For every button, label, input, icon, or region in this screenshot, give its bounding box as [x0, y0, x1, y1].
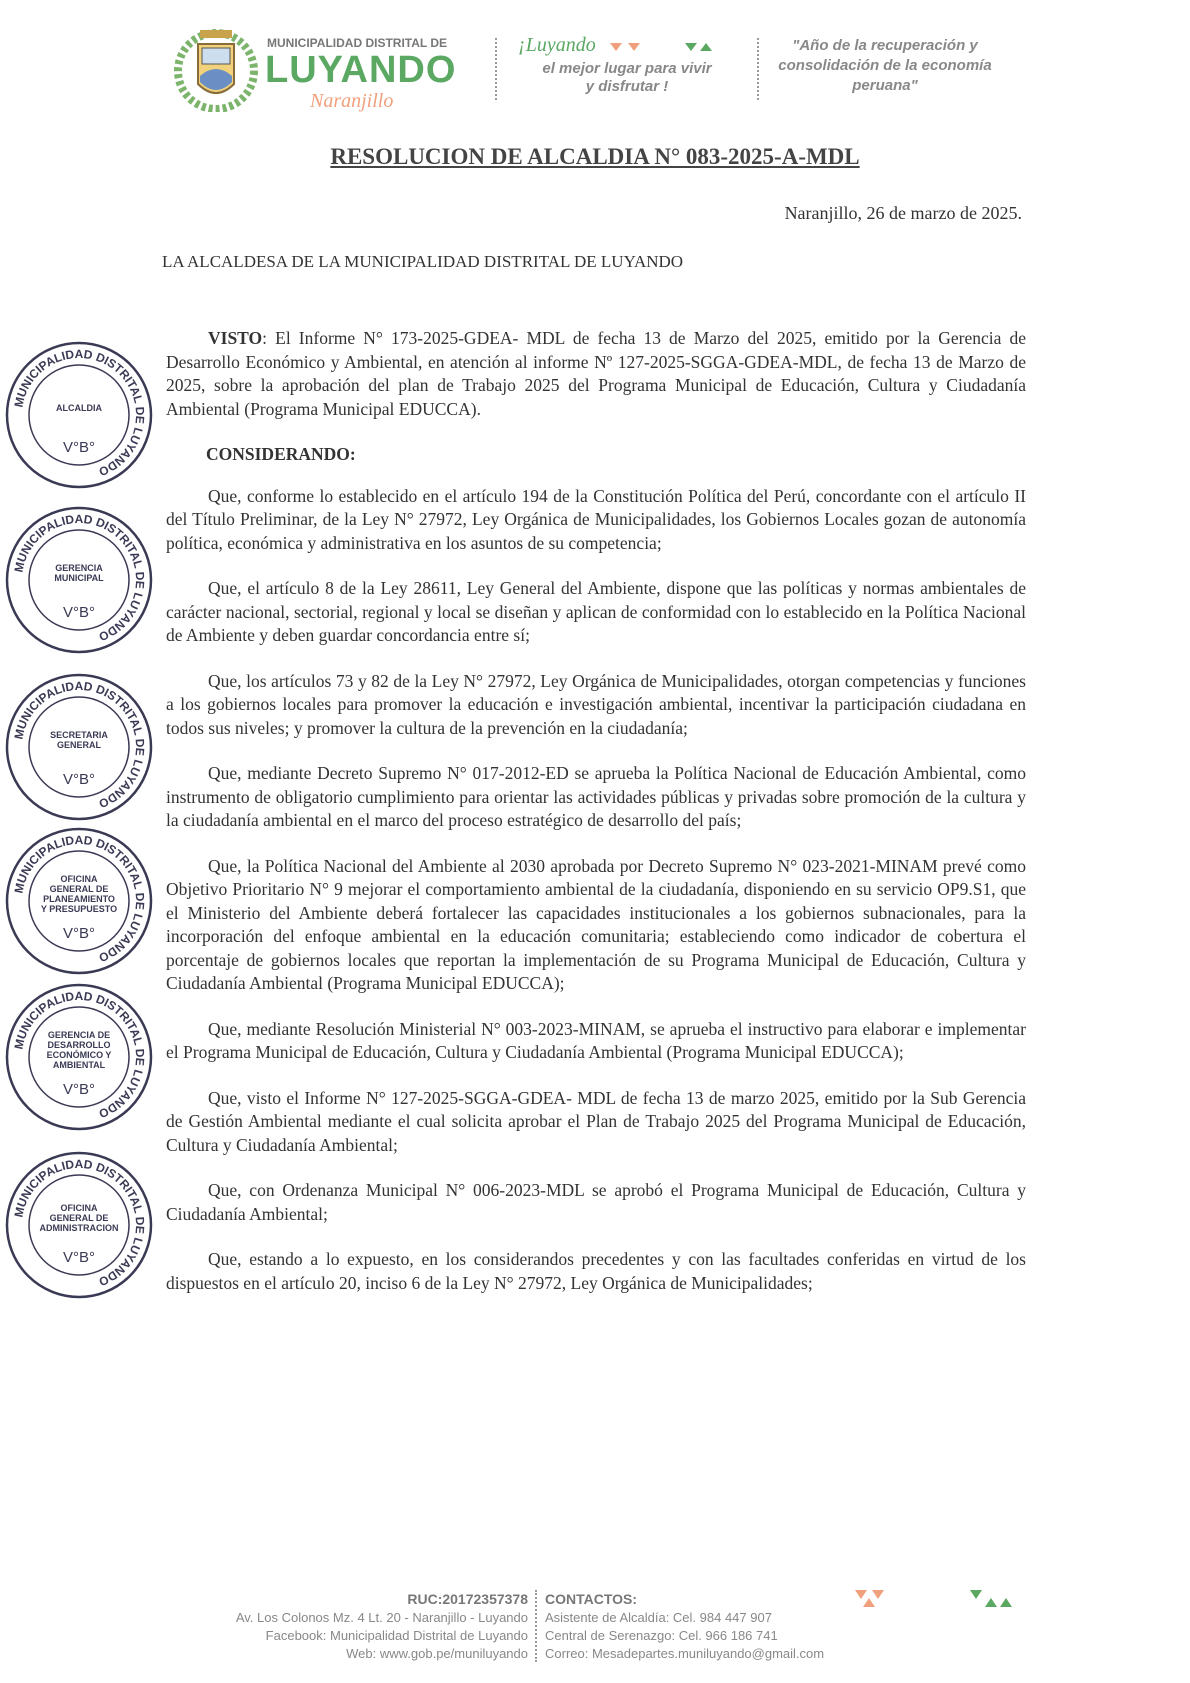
year-motto: "Año de la recuperación y consolidación de la economía peruana"	[778, 37, 992, 94]
svg-text:V°B°: V°B°	[62, 1249, 96, 1266]
considerando-paragraph: Que, conforme lo establecido en el artículo 194 de la Constitución Política del Perú, concordante con el artículo II del Título Preliminar, de la Ley N° 27972, Ley Orgánica de Municipalidades, los Gobiernos Locales gozan de autonomía política, económica y administrativa en los asuntos de su competencia;	[166, 485, 1026, 553]
svg-text:MUNICIPALIDAD DISTRITAL DE LUY: MUNICIPALIDAD DISTRITAL DE LUYANDO	[11, 346, 148, 480]
svg-text:OFICINAGENERAL DEADMINISTRACIO: OFICINA GENERAL DE ADMINISTRACION	[39, 1203, 119, 1233]
svg-text:MUNICIPALIDAD DISTRITAL DE LUY: MUNICIPALIDAD DISTRITAL DE LUYANDO	[11, 678, 148, 812]
decor-triangle-icon	[628, 43, 640, 51]
considerando-paragraph: Que, la Política Nacional del Ambiente al 2030 aprobada por Decreto Supremo N° 023-2021-MINAM prevé como Objetivo Prioritario N° 9 mejorar el comportamiento ambiental de la ciudadanía, disponiendo en su servicio OP9.S1, que el Ministerio del Ambiente deberá fortalecer las capacidades institucionales a los gobiernos subnacionales, para la incorporación del enfoque ambiental en la educación comunitaria; estableciendo como indicador de cobertura el porcentaje de gobiernos locales que reportan la implementación de su Programa Municipal de Educación, Cultura y Ciudadanía Ambiental (Programa Municipal EDUCCA);	[166, 855, 1026, 993]
svg-text:ALCALDIA: ALCALDIA	[56, 403, 102, 413]
visto-text: : El Informe N° 173-2025-GDEA- MDL de fecha 13 de Marzo del 2025, emitido por la Gerencia de Desarrollo Económico y Ambiental, en atención al informe Nº 127-2025-SGGA-GDEA-MDL, de fecha 13 de Marzo de 2025, sobre la aprobación del plan de Trabajo 2025 del Programa Municipal de Educación, Cultura y Ciudadanía Ambiental (Programa Municipal EDUCCA).	[166, 328, 1026, 419]
svg-text:MUNICIPALIDAD DISTRITAL DE LUY: MUNICIPALIDAD DISTRITAL DE LUYANDO	[11, 1156, 148, 1290]
svg-text:V°B°: V°B°	[62, 604, 96, 621]
decor-triangle-icon	[610, 43, 622, 51]
footer-contact: Central de Serenazgo: Cel. 966 186 741	[545, 1628, 778, 1643]
considerando-paragraph: Que, mediante Decreto Supremo N° 017-2012-ED se aprueba la Política Nacional de Educación Ambiental, como instrumento de obligatorio cumplimiento para orientar las actividades públicas y privadas sobre promoción de la cultura y la ciudadanía ambiental en el marco del proceso estratégico de desarrollo del país;	[166, 763, 1026, 830]
considerando-paragraph: Que, estando a lo expuesto, en los considerandos precedentes y con las facultades conferidas en virtud de los dispuestos en el artículo 20, inciso 6 de la Ley N° 27972, Ley Orgánica de Municipalidades;	[166, 1249, 1026, 1293]
footer-facebook: Facebook: Municipalidad Distrital de Luyando	[265, 1628, 528, 1643]
footer-address-block	[236, 1590, 528, 1663]
approval-stamp	[4, 826, 154, 976]
header-divider	[495, 38, 497, 100]
considerando-paragraph: Que, con Ordenanza Municipal N° 006-2023-MDL se aprobó el Programa Municipal de Educación, Cultura y Ciudadanía Ambiental;	[166, 1180, 1026, 1224]
svg-text:SECRETARIAGENERAL: SECRETARIA GENERAL	[50, 730, 108, 750]
approval-stamp	[4, 672, 154, 822]
svg-text:MUNICIPALIDAD DISTRITAL DE LUY: MUNICIPALIDAD DISTRITAL DE LUYANDO	[11, 511, 148, 645]
footer-ruc: RUC:20172357378	[407, 1591, 528, 1607]
visto-paragraph	[166, 327, 1026, 421]
resolution-title: RESOLUCION DE ALCALDIA N° 083-2025-A-MDL	[330, 144, 860, 169]
footer-address: Av. Los Colonos Mz. 4 Lt. 20 - Naranjillo - Luyando	[235, 1610, 528, 1625]
approval-stamp	[4, 1150, 154, 1300]
considerando-paragraph: Que, los artículos 73 y 82 de la Ley N° 27972, Ley Orgánica de Municipalidades, otorgan competencias y funciones a los gobiernos locales para promover la educación e investigación ambiental, incentivar la participación ciudadana en todos sus niveles; y promover la cultura de la prevención en la ciudadanía;	[166, 670, 1026, 738]
svg-text:MUNICIPALIDAD DISTRITAL DE LUY: MUNICIPALIDAD DISTRITAL DE LUYANDO	[11, 832, 148, 966]
footer-contacts-block	[545, 1590, 824, 1663]
considerando-paragraph: Que, visto el Informe N° 127-2025-SGGA-GDEA- MDL de fecha 13 de marzo 2025, emitido por la Sub Gerencia de Gestión Ambiental mediante el cual solicita aprobar el Plan de Trabajo 2025 del Programa Municipal de Educación, Cultura y Ciudadanía Ambiental;	[166, 1087, 1026, 1155]
decor-triangle-icon	[970, 1590, 982, 1599]
considerando-paragraph: Que, mediante Resolución Ministerial N° 003-2023-MINAM, se aprueba el instructivo para elaborar e implementar el Programa Municipal de Educación, Cultura y Ciudadanía Ambiental (Programa Municipal EDUCCA);	[166, 1018, 1026, 1062]
svg-text:V°B°: V°B°	[62, 1081, 96, 1098]
decor-triangle-icon	[700, 43, 712, 51]
municipality-label: MUNICIPALIDAD DISTRITAL DE	[267, 36, 447, 50]
slogan-brand: ¡Luyando	[518, 34, 596, 56]
approval-stamp	[4, 505, 154, 655]
svg-text:V°B°: V°B°	[62, 439, 96, 456]
considerando-heading: CONSIDERANDO:	[206, 444, 356, 464]
document-body	[166, 327, 1026, 1317]
municipality-name: LUYANDO	[265, 49, 457, 91]
svg-text:GERENCIA DEDESARROLLOECONÓMICO: GERENCIA DE DESARROLLO ECONÓMICO Y AMBIENTAL	[46, 1030, 112, 1070]
addressee: LA ALCALDESA DE LA MUNICIPALIDAD DISTRITAL DE LUYANDO	[162, 252, 684, 271]
slogan-text: el mejor lugar para vivir y disfrutar !	[542, 60, 712, 95]
footer-divider	[535, 1590, 537, 1662]
visto-label: VISTO	[208, 328, 263, 348]
svg-text:V°B°: V°B°	[62, 925, 96, 942]
svg-text:OFICINAGENERAL DEPLANEAMIENTOY: OFICINA GENERAL DE PLANEAMIENTO Y PRESUPUESTO	[40, 874, 118, 914]
footer-web: Web: www.gob.pe/muniluyando	[346, 1646, 528, 1661]
town-name: Naranjillo	[310, 90, 394, 112]
considerando-paragraph: Que, el artículo 8 de la Ley 28611, Ley General del Ambiente, dispone que las políticas y normas ambientales de carácter nacional, sectorial, regional y local se diseñan y aplican de conformidad con lo establecido en la Política Nacional de Ambiente y deben guardar concordancia entre sí;	[166, 578, 1026, 645]
svg-text:V°B°: V°B°	[62, 771, 96, 788]
approval-stamp	[4, 340, 154, 490]
document-date: Naranjillo, 26 de marzo de 2025.	[784, 203, 1022, 223]
header-divider	[757, 38, 759, 100]
footer-contact: Correo: Mesadepartes.muniluyando@gmail.com	[545, 1646, 825, 1661]
svg-text:MUNICIPALIDAD DISTRITAL DE LUY: MUNICIPALIDAD DISTRITAL DE LUYANDO	[11, 988, 148, 1122]
decor-triangle-icon	[1000, 1598, 1012, 1607]
municipal-coat-of-arms-logo	[170, 26, 262, 112]
decor-triangle-icon	[863, 1598, 875, 1607]
footer-contact: Asistente de Alcaldía: Cel. 984 447 907	[545, 1610, 772, 1625]
decor-triangle-icon	[985, 1598, 997, 1607]
svg-text:GERENCIAMUNICIPAL: GERENCIA MUNICIPAL	[54, 563, 104, 583]
approval-stamp	[4, 982, 154, 1132]
decor-triangle-icon	[685, 43, 697, 51]
footer-contacts-label: CONTACTOS:	[545, 1591, 638, 1607]
